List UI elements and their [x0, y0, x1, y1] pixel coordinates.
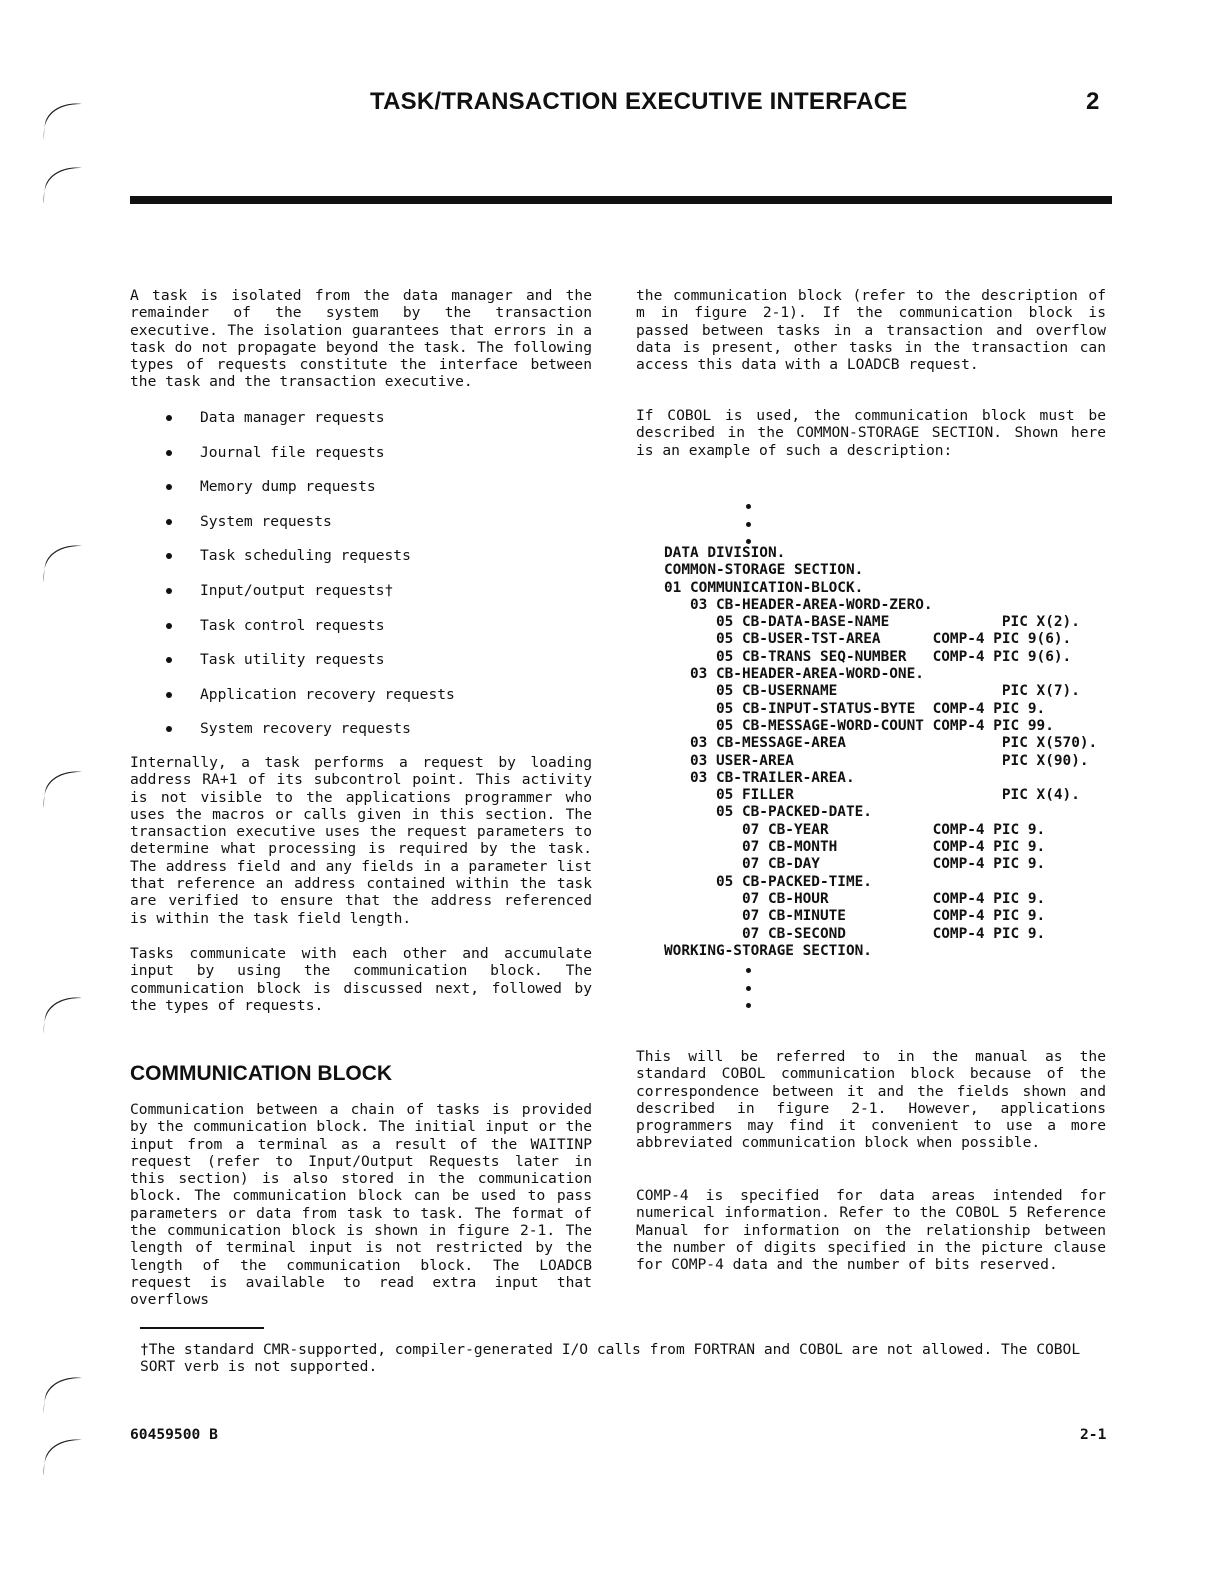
cobol-code-listing — [664, 545, 1097, 960]
list-item: Memory dump requests — [130, 478, 592, 513]
internally-text: Internally, a task performs a request by loading address RA+1 of its subcontrol point. This activity is not visible to the applications programmer who uses the macros or calls given in this section. The transaction executive uses the request parameters to determine what processing is required by the task. The address field and any fields in a parameter list that reference an address contained within the task are verified to ensure that the address referenced is within the task field length. — [130, 754, 592, 927]
code-line: COMMON-STORAGE SECTION. — [664, 562, 864, 579]
list-item: Input/output requests† — [130, 582, 592, 617]
code-line: 03 CB-HEADER-AREA-WORD-ONE. — [664, 666, 924, 683]
ellipsis-dots — [746, 968, 751, 1021]
code-line: 07 CB-HOUR COMP-4 PIC 9. — [664, 890, 1046, 907]
binder-hole-icon — [40, 540, 86, 584]
comm-block-text: Communication between a chain of tasks is provided by the communication block. The initial input or the input from a terminal as a result of the WAITINP request (refer to Input/Output Requests later in this section) is also stored in the communication block. The communication block can be used to pass parameters or data from task to task. The format of the communication block is shown in figure 2-1. The length of terminal input is not restricted by the length of the communication block. The LOADCB request is available to read extra input that overflows — [130, 1101, 592, 1309]
footnote — [140, 1341, 1112, 1376]
continued-text: the communication block (refer to the description of m in figure 2-1). If the communication block is passed between tasks in a transaction and overflow data is present, other tasks in the transaction can access this data with a LOADCB request. — [636, 287, 1106, 374]
code-line: 03 CB-MESSAGE-AREA PIC X(570). — [664, 735, 1098, 752]
binder-hole-icon — [40, 1372, 86, 1416]
code-line: 05 CB-DATA-BASE-NAME PIC X(2). — [664, 614, 1080, 631]
document-number: 60459500 B — [130, 1426, 218, 1443]
internally-paragraph — [130, 754, 592, 927]
code-line: 01 COMMUNICATION-BLOCK. — [664, 579, 864, 596]
code-line: 05 CB-USERNAME PIC X(7). — [664, 683, 1080, 700]
code-line: WORKING-STORAGE SECTION. — [664, 942, 872, 959]
footnote-rule — [140, 1327, 264, 1329]
code-line: 07 CB-YEAR COMP-4 PIC 9. — [664, 821, 1046, 838]
standard-block-text: This will be referred to in the manual as the standard COBOL communication block because of the correspondence between it and the fields shown and described in figure 2-1. However, applications programmers may find it convenient to use a more abbreviated communication block when possible. — [636, 1048, 1106, 1152]
binder-hole-icon — [40, 98, 86, 142]
binder-hole-icon — [40, 162, 86, 206]
page-number: 2-1 — [1080, 1426, 1107, 1443]
tasks-communicate-paragraph — [130, 945, 592, 1014]
code-line: 03 CB-HEADER-AREA-WORD-ZERO. — [664, 596, 933, 613]
header-rule — [130, 196, 1112, 204]
list-item: System requests — [130, 513, 592, 548]
list-item: Application recovery requests — [130, 686, 592, 721]
code-line: 05 CB-USER-TST-AREA COMP-4 PIC 9(6). — [664, 631, 1072, 648]
footnote-line: †The standard CMR-supported, compiler-generated I/O calls from FORTRAN and COBOL are not allowed. The COBOL — [140, 1341, 1081, 1358]
code-line: 05 CB-INPUT-STATUS-BYTE COMP-4 PIC 9. — [664, 700, 1046, 717]
comp4-text: COMP-4 is specified for data areas intended for numerical information. Refer to the COBOL 5 Reference Manual for information on the relationship between the number of digits specified in the picture clause for COMP-4 data and the number of bits reserved. — [636, 1187, 1106, 1274]
code-line: 07 CB-SECOND COMP-4 PIC 9. — [664, 925, 1046, 942]
code-line: 05 CB-PACKED-TIME. — [664, 873, 872, 890]
page-title: TASK/TRANSACTION EXECUTIVE INTERFACE — [370, 88, 908, 115]
continued-paragraph — [636, 287, 1106, 373]
list-item: Task utility requests — [130, 651, 592, 686]
comm-block-paragraph — [130, 1101, 592, 1309]
tasks-communicate-text: Tasks communicate with each other and accumulate input by using the communication block. The communication block is discussed next, followed by the types of requests. — [130, 945, 592, 1014]
intro-paragraph — [130, 287, 592, 391]
code-line: 07 CB-MONTH COMP-4 PIC 9. — [664, 839, 1046, 856]
code-line: 07 CB-DAY COMP-4 PIC 9. — [664, 856, 1046, 873]
code-line: DATA DIVISION. — [664, 545, 786, 561]
chapter-number: 2 — [1086, 88, 1100, 115]
standard-block-paragraph — [636, 1048, 1106, 1152]
list-item: Task control requests — [130, 617, 592, 652]
cobol-intro-paragraph — [636, 407, 1106, 459]
section-heading: COMMUNICATION BLOCK — [130, 1062, 393, 1085]
comp4-paragraph — [636, 1187, 1106, 1273]
list-item: Task scheduling requests — [130, 547, 592, 582]
intro-text: A task is isolated from the data manager and the remainder of the system by the transaction executive. The isolation guarantees that errors in a task do not propagate beyond the task. The following types of requests constitute the interface between the task and the transaction executive. — [130, 287, 592, 391]
footnote-line: SORT verb is not supported. — [140, 1358, 378, 1376]
code-line: 05 CB-MESSAGE-WORD-COUNT COMP-4 PIC 99. — [664, 717, 1054, 734]
code-line: 05 CB-PACKED-DATE. — [664, 804, 872, 821]
code-line: 03 USER-AREA PIC X(90). — [664, 752, 1089, 769]
list-item: Journal file requests — [130, 444, 592, 479]
binder-hole-icon — [40, 992, 86, 1036]
list-item: System recovery requests — [130, 720, 592, 755]
request-types-list — [130, 409, 592, 755]
code-line: 07 CB-MINUTE COMP-4 PIC 9. — [664, 908, 1046, 925]
code-line: 03 CB-TRAILER-AREA. — [664, 769, 855, 786]
cobol-intro-text: If COBOL is used, the communication block must be described in the COMMON-STORAGE SECTION. Shown here is an example of such a description: — [636, 407, 1106, 459]
code-line: 05 FILLER PIC X(4). — [664, 787, 1080, 804]
binder-hole-icon — [40, 1434, 86, 1478]
binder-hole-icon — [40, 766, 86, 810]
code-line: 05 CB-TRANS SEQ-NUMBER COMP-4 PIC 9(6). — [664, 648, 1072, 665]
list-item: Data manager requests — [130, 409, 592, 444]
